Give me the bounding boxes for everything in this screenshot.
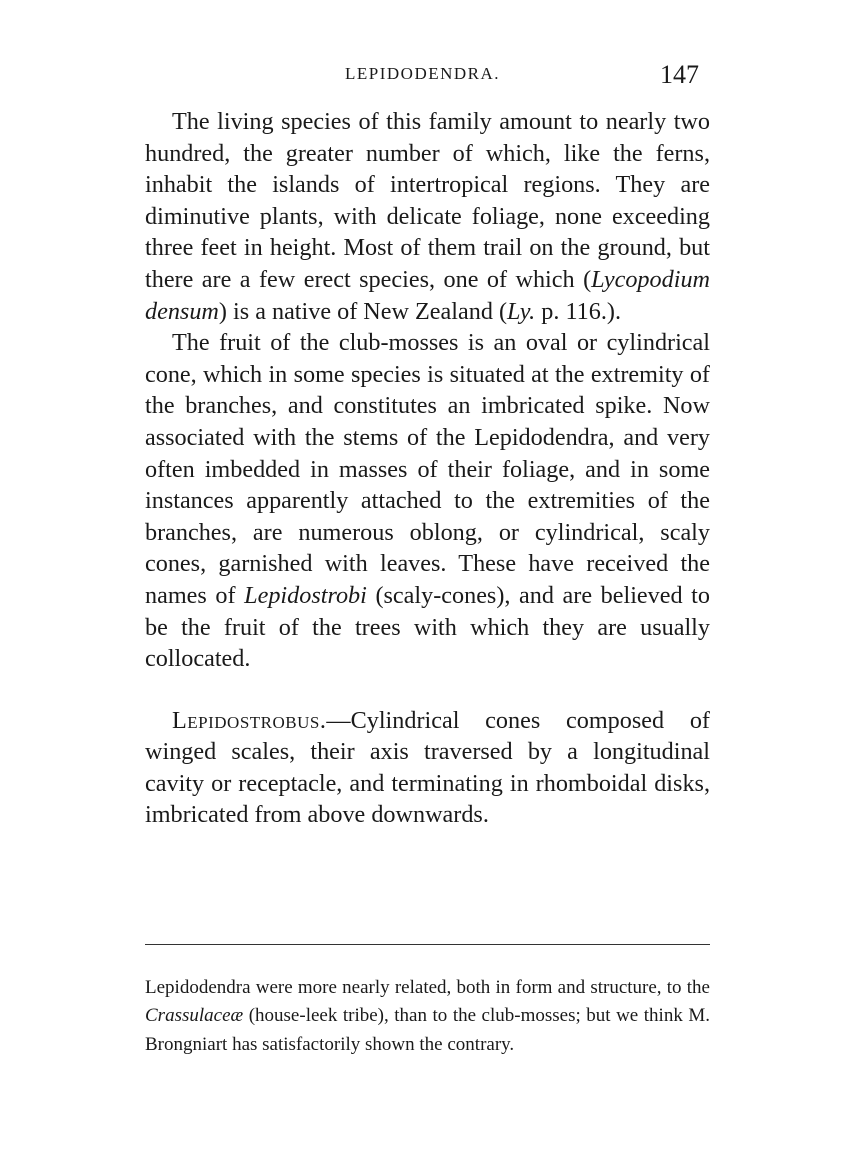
running-head [0, 62, 850, 92]
footnote-text: Lepidodendra were more nearly related, both in form and structure, to the [145, 977, 710, 998]
running-title: LEPIDODENDRA. [345, 64, 501, 83]
paragraph-2-text: The fruit of the club-mosses is an oval or cylindrical cone, which in some species is situated at the extremity of the branches, and constitutes an imbricated spike. Now associated with the stems of the Lepidodendra, and very often imbedded in masses of their foliage, and in some instances apparently attached to the extremities of the branches, are numerous oblong, or cylindrical, scaly cones, garnished with leaves. These have received the names of [145, 329, 710, 609]
crassulaceae-term-italic: Crassulaceæ [145, 1005, 244, 1027]
lepidostrobi-term-italic: Lepidostrobi [244, 581, 367, 609]
paragraph-2-text-end: (scaly-cones), and are believed to be the fruit of the trees with which they are usually collocated. [145, 581, 710, 673]
species-name-italic: Lycopodium densum [145, 265, 710, 325]
paragraph-living-species [145, 106, 710, 327]
paragraph-3-text: —Cylindrical cones composed of winged scales, their axis traversed by a longitudinal cavity or receptacle, and terminating in rhomboidal disks, imbricated from above downwards. [145, 706, 710, 829]
body-text [145, 106, 710, 831]
page-number: 147 [660, 60, 699, 89]
section-heading-lepidostrobus: Lepidostrobus. [172, 706, 327, 734]
paragraph-lepidostrobus-definition [145, 705, 710, 831]
footnote [145, 974, 710, 1059]
footnote-divider [145, 944, 710, 945]
reference-abbreviation-italic: Ly. [507, 297, 536, 325]
paragraph-1-text-end: p. 116.). [535, 297, 621, 325]
paragraph-spacer [145, 675, 710, 705]
paragraph-club-moss-fruit [145, 327, 710, 675]
paragraph-1-text-mid: ) is a native of New Zealand ( [218, 297, 508, 325]
footnote-text-end: (house-leek tribe), than to the club-mosses; but we think M. Brongniart has satisfactorily shown the contrary. [145, 1005, 710, 1055]
paragraph-1-text: The living species of this family amount to nearly two hundred, the greater number of which, like the ferns, inhabit the islands of intertropical regions. They are diminutive plants, with delicate foliage, none exceeding three feet in height. Most of them trail on the ground, but there are a few erect species, one of which ( [145, 108, 710, 293]
